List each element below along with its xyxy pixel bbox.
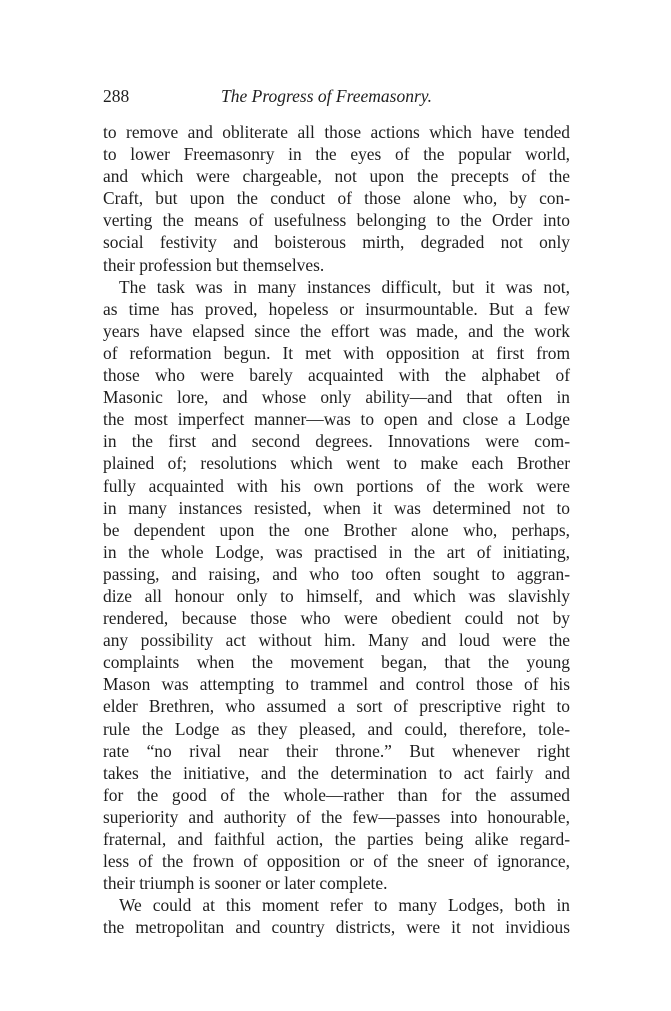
text-line: Masonic lore, and whose only ability—and that often in bbox=[103, 387, 570, 408]
text-line: years have elapsed since the effort was made, and the work bbox=[103, 320, 570, 341]
text-line: The task was in many instances difficult, but it was not, bbox=[119, 276, 570, 297]
text-line: Mason was attempting to trammel and control those of his bbox=[103, 674, 570, 695]
text-line: social festivity and boisterous mirth, degraded not only bbox=[103, 232, 570, 253]
text-line: verting the means of usefulness belonging to the Order into bbox=[103, 210, 570, 231]
text-line: the metropolitan and country districts, were it not invidious bbox=[103, 917, 570, 938]
text-line: in many instances resisted, when it was determined not to bbox=[103, 497, 570, 518]
text-line: of reformation begun. It met with opposition at first from bbox=[103, 342, 570, 363]
text-line: in the whole Lodge, was practised in the art of initiating, bbox=[103, 541, 570, 562]
text-line: takes the initiative, and the determination to act fairly and bbox=[103, 762, 570, 783]
text-line: rendered, because those who were obedient could not by bbox=[103, 608, 570, 629]
text-line: plained of; resolutions which went to make each Brother bbox=[103, 453, 570, 474]
text-line: rule the Lodge as they pleased, and could, therefore, tole- bbox=[103, 718, 570, 739]
text-line: Craft, but upon the conduct of those alone who, by con- bbox=[103, 188, 570, 209]
running-title: The Progress of Freemasonry. bbox=[221, 86, 432, 106]
text-line: fraternal, and faithful action, the parties being alike regard- bbox=[103, 829, 570, 849]
body-text bbox=[103, 121, 570, 938]
page-number: 288 bbox=[103, 86, 130, 106]
text-line: to remove and obliterate all those actions which have tended bbox=[103, 122, 570, 142]
text-line: as time has proved, hopeless or insurmountable. But a few bbox=[103, 298, 570, 319]
text-line: elder Brethren, who assumed a sort of prescriptive right to bbox=[103, 696, 570, 717]
text-line: dize all honour only to himself, and which was slavishly bbox=[103, 585, 570, 606]
text-line: We could at this moment refer to many Lodges, both in bbox=[119, 895, 570, 916]
text-line: their triumph is sooner or later complete. bbox=[103, 873, 388, 894]
text-line: rate “no rival near their throne.” But whenever right bbox=[103, 740, 570, 761]
text-line: be dependent upon the one Brother alone who, perhaps, bbox=[103, 519, 570, 540]
text-line: passing, and raising, and who too often sought to aggran- bbox=[103, 563, 570, 584]
text-line: their profession but themselves. bbox=[103, 254, 325, 275]
text-line: the most imperfect manner—was to open and close a Lodge bbox=[103, 409, 570, 430]
text-line: to lower Freemasonry in the eyes of the popular world, bbox=[103, 144, 570, 165]
text-line: for the good of the whole—rather than for the assumed bbox=[103, 784, 570, 805]
text-line: fully acquainted with his own portions of the work were bbox=[103, 475, 570, 496]
text-line: less of the frown of opposition or of the sneer of ignorance, bbox=[103, 851, 570, 872]
text-line: complaints when the movement began, that the young bbox=[103, 652, 570, 673]
text-line: superiority and authority of the few—passes into honourable, bbox=[103, 806, 570, 827]
text-line: any possibility act without him. Many and loud were the bbox=[103, 630, 570, 651]
text-line: and which were chargeable, not upon the precepts of the bbox=[103, 166, 570, 187]
running-head bbox=[103, 84, 573, 108]
text-line: those who were barely acquainted with the alphabet of bbox=[103, 365, 570, 386]
text-line: in the first and second degrees. Innovations were com- bbox=[103, 431, 570, 452]
